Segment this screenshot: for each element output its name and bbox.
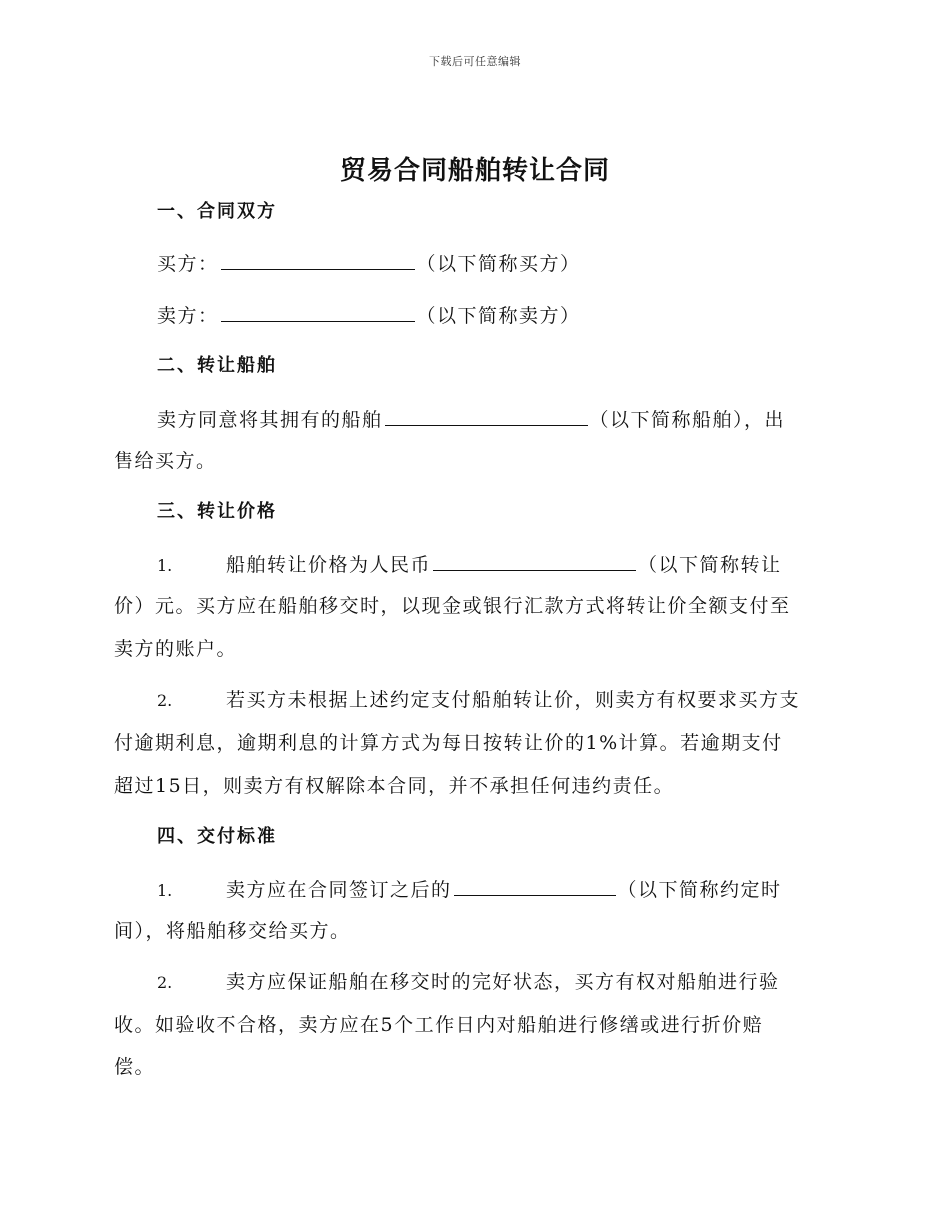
s4-1-text-a: 卖方应在合同签订之后的 [226, 879, 452, 901]
seller-blank [221, 300, 415, 322]
buyer-line [157, 248, 877, 278]
buyer-blank [221, 248, 415, 270]
ship-blank [385, 404, 588, 426]
s4-2-line-2: 收。如验收不合格，卖方应在5个工作日内对船舶进行修缮或进行折价赔 [114, 1014, 764, 1036]
s2-line-1 [157, 404, 877, 434]
header-note: 下载后可任意编辑 [429, 55, 521, 68]
s4-1-number: 1. [157, 881, 173, 900]
s4-2-number: 2. [157, 973, 173, 992]
s3-2-text-a: 若买方未根据上述约定支付船舶转让价，则卖方有权要求买方支 [226, 689, 801, 711]
s4-1-line-1 [157, 874, 877, 905]
s4-2-line-3: 偿。 [114, 1056, 156, 1078]
s4-1-text-b: （以下简称约定时 [617, 879, 782, 901]
s4-2-line-1 [157, 968, 877, 997]
seller-label: 卖方： [157, 305, 219, 327]
s3-1-line-1 [157, 549, 877, 580]
document-title: 贸易合同船舶转让合同 [339, 156, 610, 186]
s3-1-number: 1. [157, 556, 173, 575]
s3-2-line-2: 付逾期利息，逾期利息的计算方式为每日按转让价的1%计算。若逾期支付 [114, 732, 783, 754]
section-2-heading: 二、转让船舶 [157, 355, 277, 376]
s3-2-number: 2. [157, 691, 173, 710]
buyer-label: 买方： [157, 253, 219, 275]
s4-2-text-a: 卖方应保证船舶在移交时的完好状态，买方有权对船舶进行验 [226, 971, 780, 993]
s2-text-b: （以下简称船舶），出 [589, 409, 786, 431]
section-4-heading: 四、交付标准 [157, 826, 277, 847]
buyer-suffix: （以下简称买方） [416, 253, 581, 275]
section-3-heading: 三、转让价格 [157, 501, 277, 522]
s4-1-line-2: 间），将船舶移交给买方。 [114, 920, 351, 942]
seller-line [157, 300, 877, 330]
section-1-heading: 一、合同双方 [157, 201, 277, 222]
s3-1-line-3: 卖方的账户。 [114, 638, 238, 660]
s3-1-text-b: （以下简称转让 [638, 554, 782, 576]
s3-2-line-3: 超过15日，则卖方有权解除本合同，并不承担任何违约责任。 [114, 775, 675, 797]
price-blank [433, 549, 636, 571]
s2-line-2: 售给买方。 [114, 450, 217, 472]
s3-1-line-2: 价）元。买方应在船舶移交时，以现金或银行汇款方式将转让价全额支付至 [114, 595, 791, 617]
s2-text-a: 卖方同意将其拥有的船舶 [157, 409, 383, 431]
s3-1-text-a: 船舶转让价格为人民币 [226, 554, 432, 576]
time-blank [454, 874, 616, 896]
seller-suffix: （以下简称卖方） [416, 305, 581, 327]
s3-2-line-1 [157, 686, 877, 715]
